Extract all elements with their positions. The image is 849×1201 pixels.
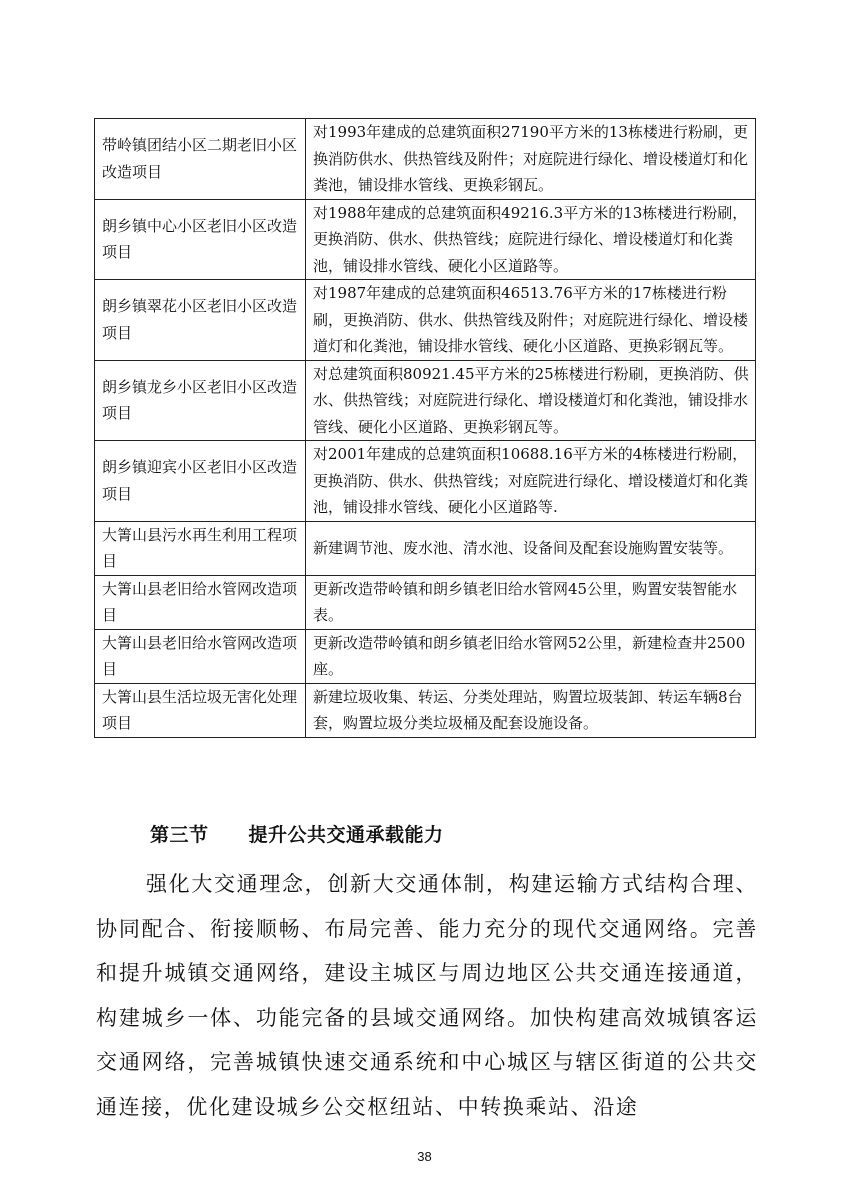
table-row: [95, 629, 756, 683]
section-heading: [150, 820, 444, 847]
table-row: [95, 521, 756, 575]
project-table: [94, 118, 756, 738]
project-description: 新建垃圾收集、转运、分类处理站，购置垃圾装卸、转运车辆8台套，购置垃圾分类垃圾桶及配套设施设备。: [306, 683, 756, 737]
project-description: 对总建筑面积80921.45平方米的25栋楼进行粉刷，更换消防、供水、供热管线；对庭院进行绿化、增设楼道灯和化粪池，铺设排水管线、硬化小区道路、更换彩钢瓦等。: [306, 360, 756, 441]
page-number: 38: [417, 1149, 432, 1164]
section-number: 第三节: [150, 824, 209, 846]
section-title: 提升公共交通承载能力: [248, 824, 444, 846]
table-row: [95, 199, 756, 280]
project-name: 带岭镇团结小区二期老旧小区改造项目: [95, 119, 306, 200]
project-name: 大箐山县污水再生利用工程项目: [95, 521, 306, 575]
table-row: [95, 441, 756, 522]
project-description: 更新改造带岭镇和朗乡镇老旧给水管网52公里，新建检查井2500座。: [306, 629, 756, 683]
project-name: 大箐山县生活垃圾无害化处理项目: [95, 683, 306, 737]
project-name: 大箐山县老旧给水管网改造项目: [95, 629, 306, 683]
table-row: [95, 360, 756, 441]
table-row: [95, 280, 756, 361]
body-paragraph: 强化大交通理念，创新大交通体制，构建运输方式结构合理、协同配合、衔接顺畅、布局完善、能力充分的现代交通网络。完善和提升城镇交通网络，建设主城区与周边地区公共交通连接通道，构建城乡一体、功能完备的县域交通网络。加快构建高效城镇客运交通网络，完善城镇快速交通系统和中心城区与辖区街道的公共交通连接，优化建设城乡公交枢纽站、中转换乘站、沿途: [96, 872, 758, 1119]
project-description: 更新改造带岭镇和朗乡镇老旧给水管网45公里，购置安装智能水表。: [306, 575, 756, 629]
project-name: 朗乡镇中心小区老旧小区改造项目: [95, 199, 306, 280]
project-description: 对1988年建成的总建筑面积49216.3平方米的13栋楼进行粉刷，更换消防、供水、供热管线；庭院进行绿化、增设楼道灯和化粪池，铺设排水管线、硬化小区道路等。: [306, 199, 756, 280]
table-row: [95, 575, 756, 629]
project-name: 朗乡镇迎宾小区老旧小区改造项目: [95, 441, 306, 522]
project-description: 新建调节池、废水池、清水池、设备间及配套设施购置安装等。: [306, 521, 756, 575]
project-name: 朗乡镇龙乡小区老旧小区改造项目: [95, 360, 306, 441]
project-name: 大箐山县老旧给水管网改造项目: [95, 575, 306, 629]
project-description: 对1993年建成的总建筑面积27190平方米的13栋楼进行粉刷，更换消防供水、供热管线及附件；对庭院进行绿化、增设楼道灯和化粪池，铺设排水管线、更换彩钢瓦。: [306, 119, 756, 200]
table-row: [95, 683, 756, 737]
project-description: 对2001年建成的总建筑面积10688.16平方米的4栋楼进行粉刷，更换消防、供水、供热管线；对庭院进行绿化、增设楼道灯和化粪池，铺设排水管线、硬化小区道路等.: [306, 441, 756, 522]
project-name: 朗乡镇翠花小区老旧小区改造项目: [95, 280, 306, 361]
table-row: [95, 119, 756, 200]
project-description: 对1987年建成的总建筑面积46513.76平方米的17栋楼进行粉刷，更换消防、供水、供热管线及附件；对庭院进行绿化、增设楼道灯和化粪池，铺设排水管线、硬化小区道路、更换彩钢瓦等。: [306, 280, 756, 361]
